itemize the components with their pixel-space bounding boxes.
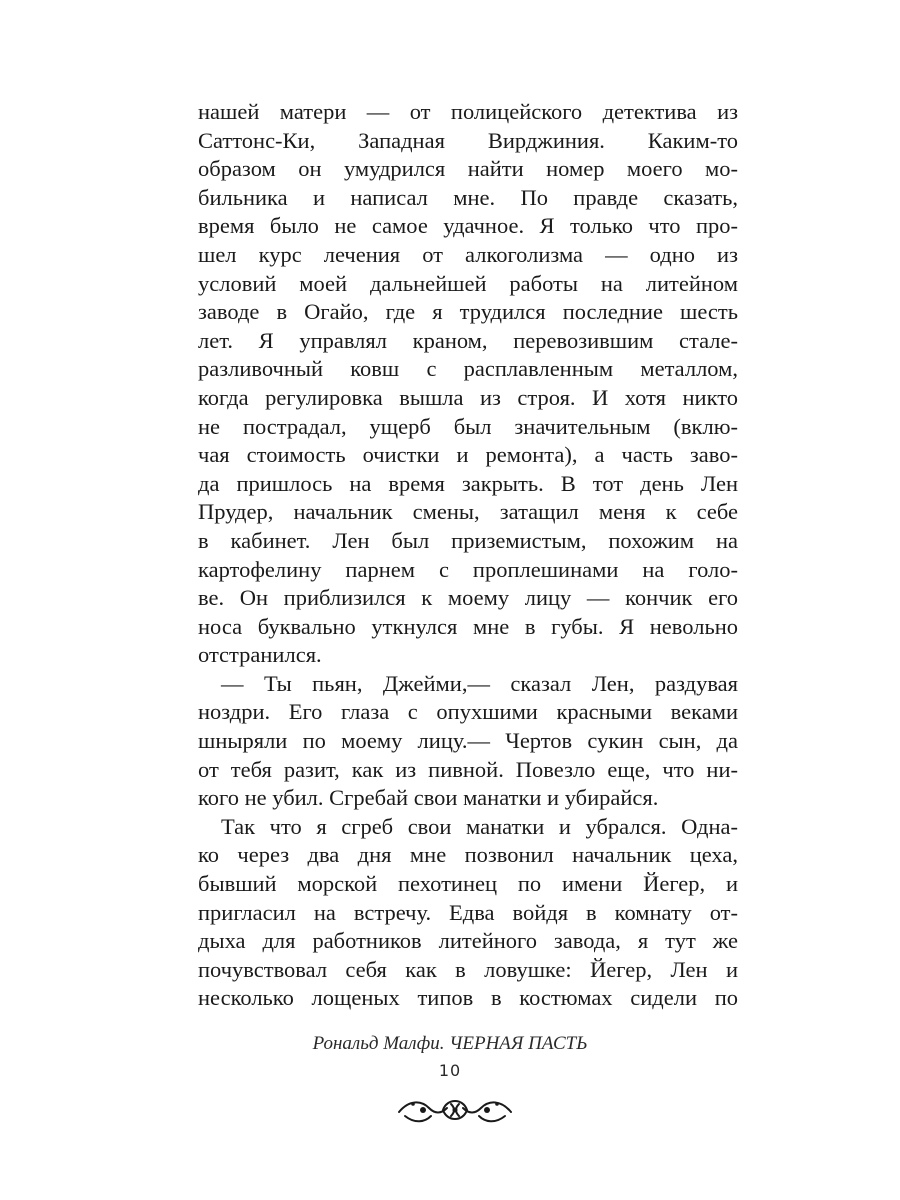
text-line: бильника и написал мне. По правде сказать, — [198, 184, 738, 210]
body-text — [198, 98, 738, 1013]
text-line: носа буквально уткнулся мне в губы. Я невольно — [198, 613, 738, 639]
page-number: 10 — [438, 1061, 462, 1080]
paragraph-end-line: отстранился. — [198, 642, 322, 668]
text-line: да пришлось на время закрыть. В тот день Лен — [198, 470, 738, 496]
text-line: в кабинет. Лен был приземистым, похожим на — [198, 527, 738, 553]
text-line: чая стоимость очистки и ремонта), а часть заво- — [198, 442, 738, 468]
text-line: Прудер, начальник смены, затащил меня к себе — [198, 499, 738, 525]
text-line: Саттонс-Ки, Западная Вирджиния. Каким-то — [198, 127, 738, 153]
text-line: несколько лощеных типов в костюмах сидели по — [198, 985, 738, 1011]
text-line: заводе в Огайо, где я трудился последние шесть — [198, 299, 738, 325]
paragraph-start-line: Так что я сгреб свои манатки и убрался. Одна- — [221, 813, 738, 839]
text-line: когда регулировка вышла из строя. И хотя никто — [198, 384, 738, 410]
text-line: лет. Я управлял краном, перевозившим стале- — [198, 327, 738, 353]
text-line: шныряли по моему лицу.— Чертов сукин сын, да — [198, 728, 738, 754]
text-line: дыха для работников литейного завода, я тут же — [198, 928, 738, 954]
text-line: пригласил на встречу. Едва войдя в комнату от- — [198, 899, 738, 925]
text-line: время было не самое удачное. Я только что про- — [198, 213, 738, 239]
text-line: от тебя разит, как из пивной. Повезло еще, что ни- — [198, 756, 738, 782]
text-line: почувствовал себя как в ловушке: Йегер, Лен и — [198, 956, 738, 982]
text-line: разливочный ковш с расплавленным металлом, — [198, 356, 738, 382]
text-line: ко через два дня мне позвонил начальник цеха, — [198, 842, 738, 868]
text-line: не пострадал, ущерб был значительным (вклю- — [198, 413, 738, 439]
text-line: шел курс лечения от алкоголизма — одно из — [198, 241, 738, 267]
text-line: условий моей дальнейшей работы на литейном — [198, 270, 738, 296]
text-line: образом он умудрился найти номер моего мо- — [198, 156, 738, 182]
paragraph-end-line: кого не убил. Сгребай свои манатки и убирайся. — [198, 785, 659, 811]
decorative-flourish-icon — [395, 1090, 515, 1130]
text-line: бывший морской пехотинец по имени Йегер, и — [198, 871, 738, 897]
text-line: картофелину парнем с проплешинами на голо- — [198, 556, 738, 582]
text-line: нашей матери — от полицейского детектива из — [198, 99, 738, 124]
text-line: ноздри. Его глаза с опухшими красными веками — [198, 699, 738, 725]
text-line: ве. Он приблизился к моему лицу — кончик его — [198, 585, 738, 611]
running-title: Рональд Малфи. ЧЕРНАЯ ПАСТЬ — [312, 1033, 588, 1054]
dialogue-line: — Ты пьян, Джейми,— сказал Лен, раздувая — [221, 670, 738, 696]
